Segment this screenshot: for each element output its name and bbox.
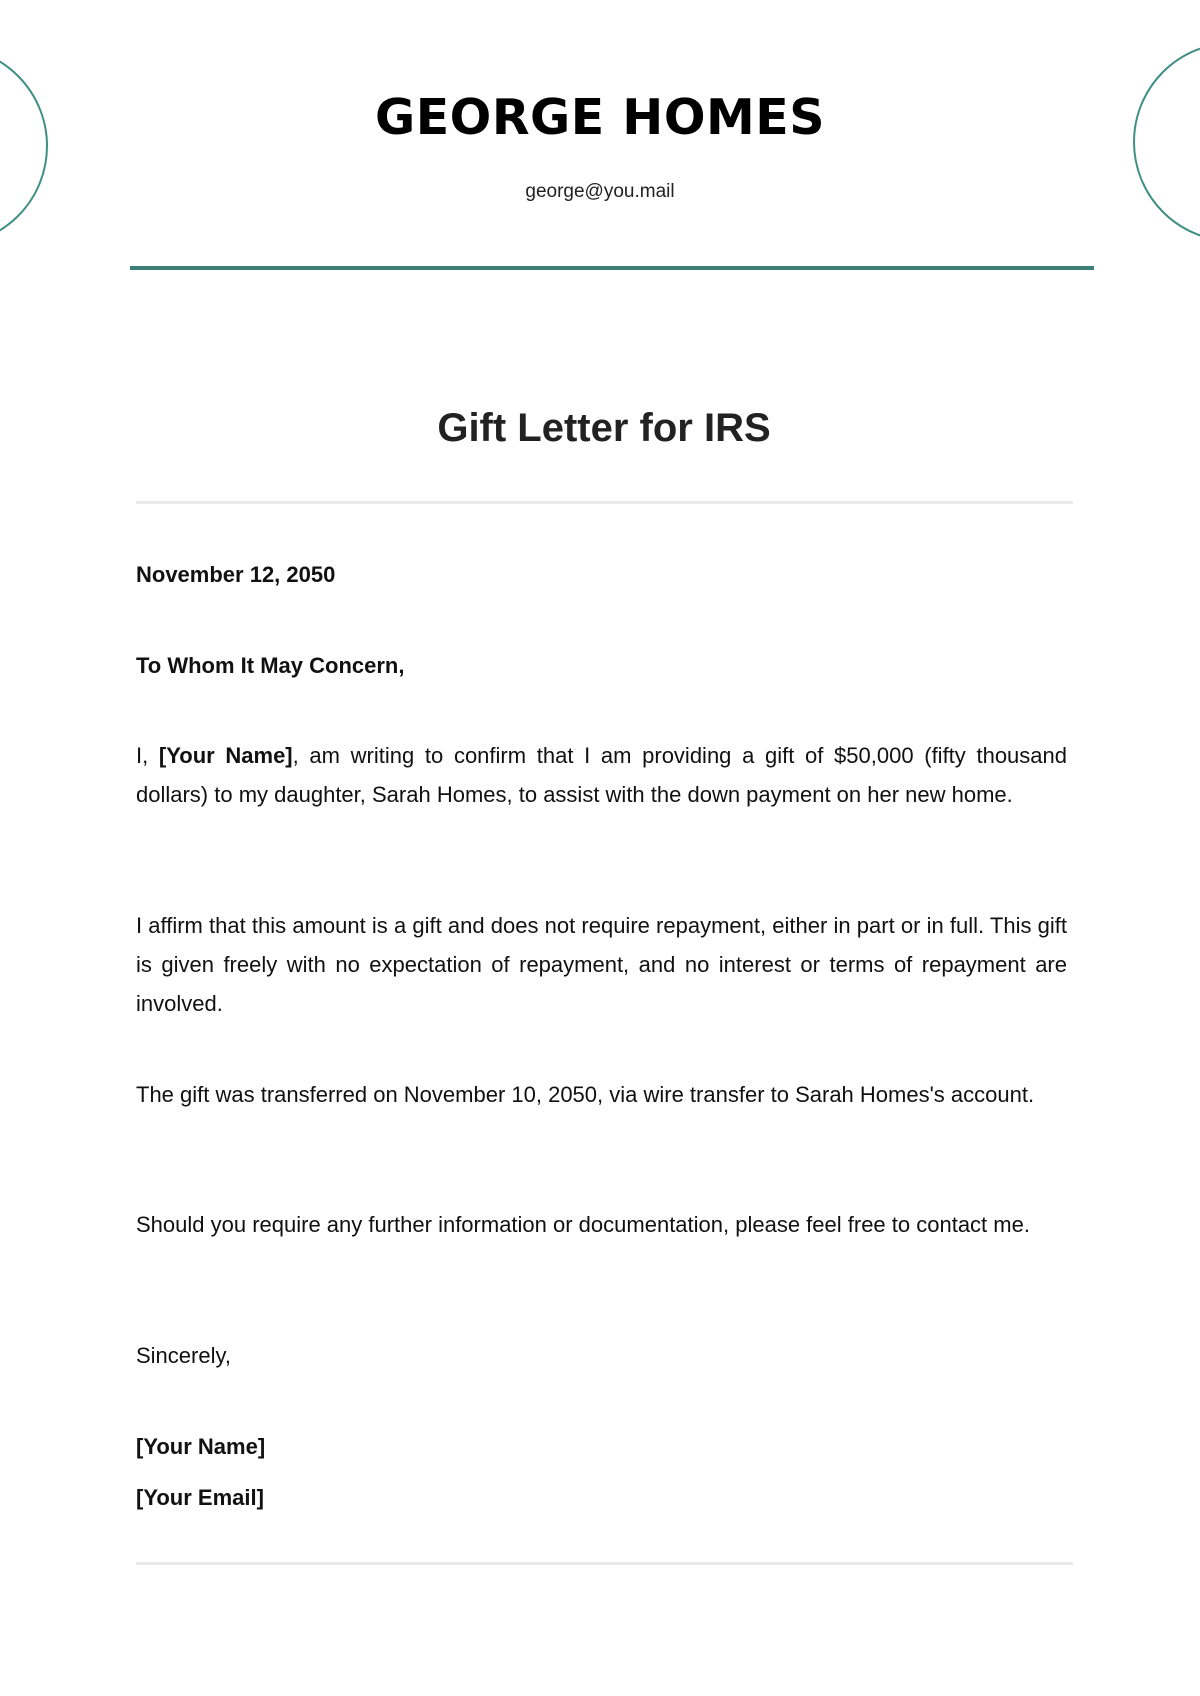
letter-date: November 12, 2050: [136, 562, 336, 587]
signature-email: [Your Email]: [136, 1485, 264, 1510]
your-name-placeholder: [Your Name]: [158, 743, 293, 768]
closing: Sincerely,: [136, 1343, 231, 1368]
paragraph1-prefix: I,: [136, 743, 159, 768]
salutation: To Whom It May Concern,: [136, 653, 405, 678]
paragraph-gift-confirmation: [136, 736, 1067, 814]
company-email: george@you.mail: [525, 181, 675, 202]
paragraph-affirmation: I affirm that this amount is a gift and does not require repayment, either in part or in full. This gift is given freely with no expectation of repayment, and no interest or terms of repayment are involved.: [136, 913, 1067, 1016]
title-divider: [136, 501, 1073, 504]
document-title: Gift Letter for IRS: [437, 406, 771, 450]
footer-divider: [136, 1562, 1073, 1565]
signature-name: [Your Name]: [136, 1434, 266, 1459]
paragraph-transfer: The gift was transferred on November 10, 2050, via wire transfer to Sarah Homes's account.: [136, 1082, 1035, 1107]
paragraph-contact: Should you require any further information or documentation, please feel free to contact me.: [136, 1212, 1030, 1237]
company-name: GEORGE HOMES: [374, 89, 825, 146]
paragraph1-text: , am writing to confirm that I am providing a gift of $50,000 (fifty thousand dollars) to my daughter, Sarah Homes, to assist with the down payment on her new home.: [136, 743, 1067, 807]
header-divider: [130, 266, 1094, 270]
